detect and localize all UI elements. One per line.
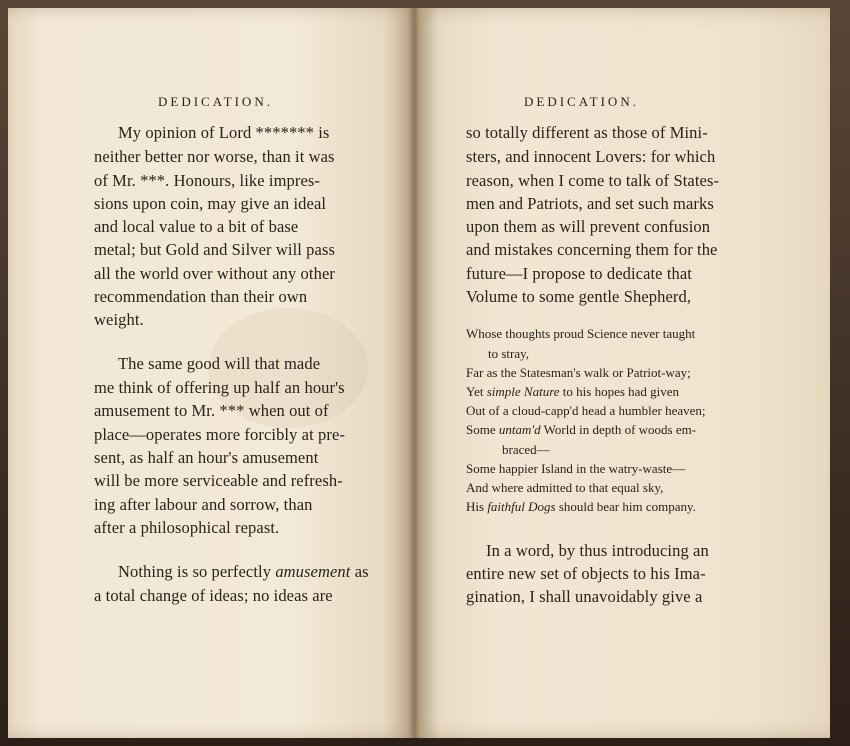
poem-line-4-end: to his hopes had given [562, 384, 680, 399]
left-line-8: recommendation than their own [94, 287, 308, 306]
left-line-19: a total change of ideas; no ideas are [94, 586, 333, 605]
left-line-15: will be more serviceable and refresh- [94, 471, 343, 490]
right-line-6: and mistakes concerning them for the [466, 240, 718, 259]
left-line-18-end: as [354, 562, 369, 581]
poem-line-9: And where admitted to that equal sky, [466, 480, 664, 495]
left-line-1: My opinion of Lord ******* is [118, 123, 330, 142]
left-page [8, 8, 414, 738]
left-line-16: ing after labour and sorrow, than [94, 495, 313, 514]
left-line-2: neither better nor worse, than it was [94, 147, 335, 166]
poem-line-6 [466, 422, 696, 438]
right-closing-3: gination, I shall unavoidably give a [466, 587, 703, 606]
left-line-4: sions upon coin, may give an ideal [94, 194, 327, 213]
left-line-5: and local value to a bit of base [94, 217, 299, 236]
left-line-18-start: Nothing is so perfectly [118, 562, 272, 581]
poem-line-4 [466, 384, 679, 400]
left-page-header: DEDICATION. [158, 94, 273, 109]
poem-line-6-start: Some [466, 422, 496, 437]
poem-line-2: to stray, [488, 346, 530, 361]
poem-line-4-italic: simple Nature [486, 384, 560, 399]
poem-line-6-italic: untam'd [498, 422, 541, 437]
poem-line-8: Some happier Island in the watry-waste— [466, 461, 686, 476]
right-page-header: DEDICATION. [524, 94, 639, 109]
left-line-13: place—operates more forcibly at pre- [94, 425, 345, 444]
poem-line-4-start: Yet [466, 384, 484, 399]
poem-line-5: Out of a cloud-capp'd head a humbler heaven; [466, 403, 706, 418]
left-line-10: The same good will that made [118, 354, 321, 373]
right-line-7: future—I propose to dedicate that [466, 264, 692, 283]
book-gutter [408, 8, 420, 738]
left-line-3: of Mr. ***. Honours, like impres- [94, 171, 321, 190]
left-line-6: metal; but Gold and Silver will pass [94, 240, 335, 259]
right-page [414, 8, 830, 738]
left-line-18-italic: amusement [275, 562, 351, 581]
poem-line-10-end: should bear him company. [558, 499, 696, 514]
left-line-7: all the world over without any other [94, 264, 335, 283]
left-line-11: me think of offering up half an hour's [94, 378, 345, 397]
poem-line-3: Far as the Statesman's walk or Patriot-way; [466, 365, 691, 380]
poem-line-10 [466, 499, 696, 515]
left-line-12: amusement to Mr. *** when out of [94, 401, 329, 420]
right-line-1: so totally different as those of Mini- [466, 123, 708, 142]
left-line-9: weight. [94, 310, 144, 329]
right-line-2: sters, and innocent Lovers: for which [466, 147, 716, 166]
right-line-8: Volume to some gentle Shepherd, [466, 287, 692, 306]
poem-line-7: braced— [502, 442, 550, 457]
poem-line-10-italic: faithful Dogs [487, 499, 556, 514]
right-closing-1: In a word, by thus introducing an [486, 541, 709, 560]
right-line-4: men and Patriots, and set such marks [466, 194, 714, 213]
poem-line-6-end: World in depth of woods em- [543, 422, 697, 437]
left-line-17: after a philosophical repast. [94, 518, 280, 537]
poem-line-10-start: His [466, 499, 485, 514]
right-closing-2: entire new set of objects to his Ima- [466, 564, 706, 583]
left-line-18 [118, 562, 369, 582]
right-line-3: reason, when I come to talk of States- [466, 171, 720, 190]
left-line-14: sent, as half an hour's amusement [94, 448, 319, 467]
poem-line-1: Whose thoughts proud Science never taught [466, 326, 696, 341]
right-line-5: upon them as will prevent confusion [466, 217, 711, 236]
